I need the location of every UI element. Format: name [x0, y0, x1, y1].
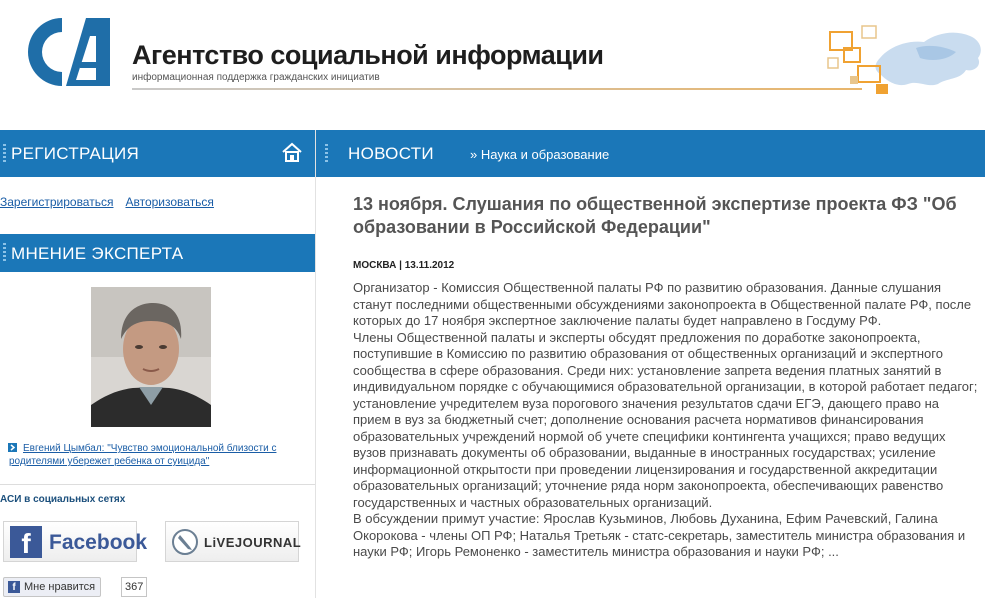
news-title[interactable]: НОВОСТИ	[348, 144, 434, 163]
livejournal-icon	[172, 529, 198, 555]
article-paragraph: В обсуждении примут участие: Ярослав Кузьминов, Любовь Духанина, Ефим Рачевский, Галина Окорокова - члены ОП РФ; Наталья Третьяк - статс-секретарь, заместитель министра образования и науки РФ; Игорь Ремоненко - заместитель министра образования и науки РФ; ...	[353, 511, 966, 559]
facebook-icon: f	[10, 526, 42, 558]
like-label: Мне нравится	[24, 581, 96, 593]
expert-quote-link[interactable]: Евгений Цымбал: "Чувство эмоциональной близости с родителями убережет ребенка от суицида"	[9, 443, 277, 467]
facebook-label: Facebook	[49, 531, 148, 554]
bar-dots	[3, 144, 6, 164]
bar-dots	[3, 243, 6, 263]
article-paragraph: Члены Общественной палаты и эксперты обсудят предложения по доработке законопроекта, поступившие в Комиссию по развитию образования от общественных организаций и экспертного сообщества в сфере образования. Среди них: установление запрета ведения платных занятий в индивидуальном порядке с обучающимися образовательной организации, в которой работает педагог; установление учредителем вуза порогового значения результатов сдачи ЕГЭ, дающего право на прием в вуз за бюджетный счет; дополнение основания расчета нормативов финансирования образовательных учреждений нормой об учете специфики контингента учащихся; право ведущих вузов признавать документы об образовании, выданные в иностранных государствах; усиление информационной открытости при проведении лицензирования и государственной аккредитации образовательных организаций; уточнение ряда норм законопроекта, обеспечивающих равенство государственных и частных образовательных организаций.	[353, 329, 978, 510]
facebook-small-icon: f	[8, 581, 20, 593]
facebook-button[interactable]	[3, 521, 148, 562]
article-paragraph: Организатор - Комиссия Общественной палаты РФ по развитию образования. Данные слушания станут последними общественными обсуждениями законопроекта в Общественной палате РФ, после которых до 17 ноября экспертное заключение палаты будет направлено в Госдуму РФ.	[353, 280, 972, 328]
like-count: 367	[121, 577, 147, 597]
site-name[interactable]: Агентство социальной информации	[132, 40, 604, 70]
login-link[interactable]: Авторизоваться	[125, 195, 214, 209]
social-divider	[0, 484, 315, 485]
expert-quote	[9, 442, 309, 468]
breadcrumb[interactable]: » Наука и образование	[470, 147, 610, 162]
expert-photo[interactable]	[91, 287, 211, 427]
register-link[interactable]: Зарегистрироваться	[0, 195, 114, 209]
column-separator	[315, 130, 316, 598]
article-dateline: МОСКВА | 13.11.2012	[353, 260, 455, 271]
registration-title: РЕГИСТРАЦИЯ	[11, 144, 140, 163]
arrow-right-icon	[8, 443, 17, 452]
header-divider	[132, 88, 862, 90]
site-header	[0, 0, 985, 128]
bar-dots	[325, 144, 328, 164]
news-bar	[316, 130, 985, 177]
article-title: 13 ноября. Слушания по общественной экспертизе проекта ФЗ "Об образовании в Российской Федерации"	[353, 194, 957, 237]
auth-links	[0, 195, 226, 209]
site-tagline: информационная поддержка гражданских инициатив	[132, 72, 380, 83]
livejournal-button[interactable]	[165, 521, 302, 562]
article-body	[353, 280, 979, 561]
livejournal-label: LiVEJOURNAL	[204, 535, 302, 550]
facebook-like-button[interactable]	[3, 577, 101, 597]
home-icon[interactable]	[281, 141, 303, 163]
expert-opinion-title: МНЕНИЕ ЭКСПЕРТА	[11, 244, 184, 263]
russia-map-icon	[820, 18, 985, 110]
expert-opinion-bar	[0, 234, 315, 272]
registration-bar	[0, 130, 315, 177]
asi-logo-icon[interactable]	[22, 16, 110, 88]
social-title: АСИ в социальных сетях	[0, 494, 126, 505]
